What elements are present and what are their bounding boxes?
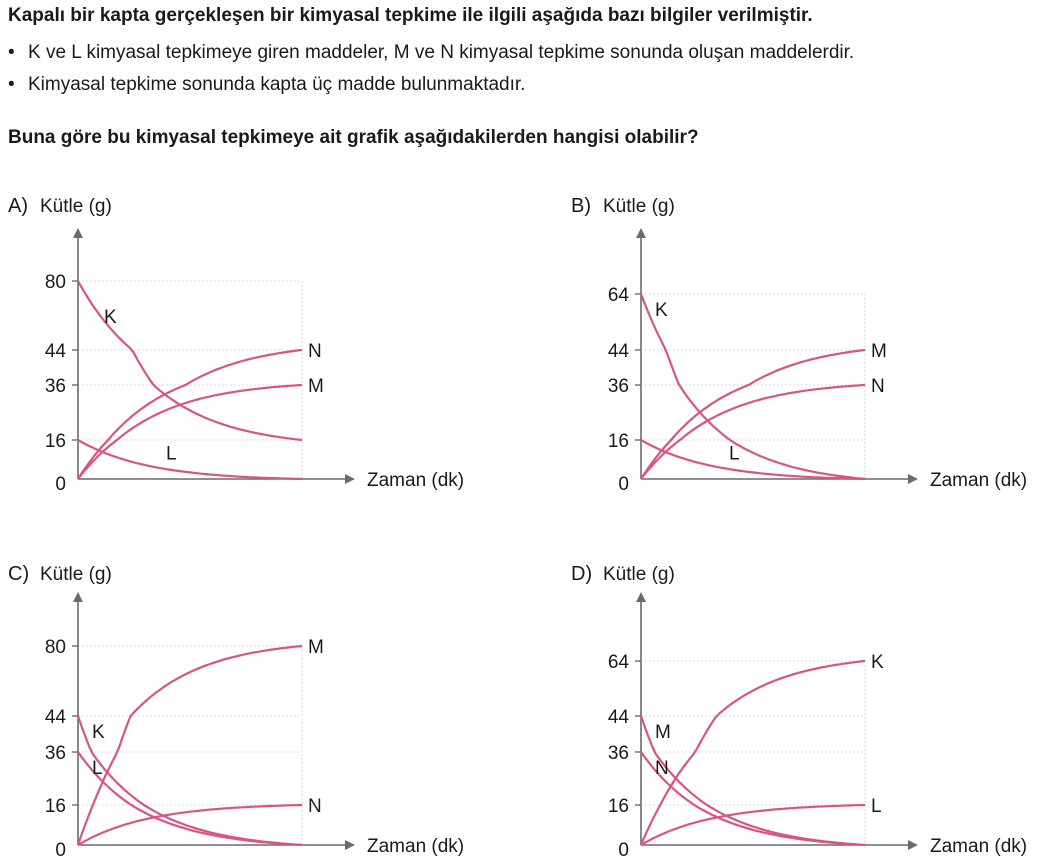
y-tick-label: 0 [618, 474, 629, 495]
option-label: A) [8, 195, 28, 217]
x-axis-label: Zaman (dk) [367, 470, 465, 491]
y-axis-label: Kütle (g) [40, 564, 112, 585]
series-line-M [78, 646, 302, 845]
series-label-M: M [308, 637, 324, 658]
chart-a [8, 195, 464, 495]
series-label-L: L [729, 443, 740, 465]
series-line-K [78, 716, 302, 845]
y-tick-label: 16 [607, 431, 629, 452]
y-tick-label: 0 [55, 840, 66, 861]
series-line-L [78, 440, 302, 479]
x-axis-label: Zaman (dk) [930, 836, 1028, 857]
series-line-N [641, 752, 865, 845]
series-label-M: M [871, 341, 887, 362]
y-tick-label: 16 [44, 431, 66, 452]
y-tick-label: 0 [55, 474, 66, 495]
series-line-L [641, 805, 865, 845]
y-tick-label: 80 [44, 272, 66, 293]
y-axis-label: Kütle (g) [603, 564, 675, 585]
series-label-L: L [166, 443, 177, 465]
series-line-L [641, 440, 865, 479]
x-axis-arrow-icon [908, 474, 918, 484]
question-prompt: Buna göre bu kimyasal tepkimeye ait grafik aşağıdakilerden hangisi olabilir? [8, 127, 699, 148]
y-tick-label: 44 [607, 341, 629, 362]
series-line-K [78, 281, 302, 440]
y-tick-label: 44 [607, 707, 629, 728]
series-label-M: M [655, 722, 671, 743]
y-tick-label: 64 [607, 285, 629, 306]
series-label-K: K [92, 722, 105, 743]
info-item-text: Kimyasal tepkime sonunda kapta üç madde bulunmaktadır. [28, 74, 526, 95]
x-axis-arrow-icon [908, 840, 918, 850]
y-tick-label: 36 [44, 743, 66, 764]
series-label-N: N [655, 758, 669, 779]
option-label: C) [8, 563, 30, 585]
option-label: B) [571, 195, 591, 217]
series-line-M [78, 385, 302, 479]
series-line-N [78, 350, 302, 479]
y-axis-arrow-icon [636, 228, 646, 238]
y-tick-label: 64 [607, 652, 629, 673]
series-label-N: N [308, 341, 322, 362]
y-tick-label: 44 [44, 707, 66, 728]
y-axis-label: Kütle (g) [40, 196, 112, 217]
option-label: D) [571, 563, 593, 585]
bullet-icon: • [8, 42, 15, 63]
chart-c [8, 563, 464, 861]
series-line-L [78, 752, 302, 845]
series-line-K [641, 661, 865, 845]
y-tick-label: 36 [607, 376, 629, 397]
y-axis-arrow-icon [73, 592, 83, 602]
chart-d [571, 563, 1027, 861]
question-title: Kapalı bir kapta gerçekleşen bir kimyasal tepkime ile ilgili aşağıda bazı bilgiler verilmiştir. [8, 5, 813, 26]
series-label-M: M [308, 376, 324, 397]
series-label-K: K [655, 300, 668, 321]
series-label-L: L [92, 758, 103, 779]
y-tick-label: 36 [607, 743, 629, 764]
y-tick-label: 16 [44, 796, 66, 817]
y-axis-arrow-icon [73, 228, 83, 238]
chart-b [571, 195, 1027, 495]
y-tick-label: 36 [44, 376, 66, 397]
y-tick-label: 44 [44, 341, 66, 362]
y-axis-label: Kütle (g) [603, 196, 675, 217]
y-tick-label: 16 [607, 796, 629, 817]
bullet-icon: • [8, 74, 15, 95]
series-label-K: K [104, 307, 117, 328]
y-axis-arrow-icon [636, 592, 646, 602]
x-axis-label: Zaman (dk) [367, 836, 465, 857]
series-label-L: L [871, 796, 882, 817]
x-axis-arrow-icon [345, 474, 355, 484]
info-item-text: K ve L kimyasal tepkimeye giren maddeler, M ve N kimyasal tepkime sonunda oluşan maddelerdir. [28, 42, 855, 63]
x-axis-arrow-icon [345, 840, 355, 850]
series-label-K: K [871, 652, 884, 673]
x-axis-label: Zaman (dk) [930, 470, 1028, 491]
y-tick-label: 80 [44, 637, 66, 658]
series-label-N: N [308, 796, 322, 817]
series-line-N [78, 805, 302, 845]
series-label-N: N [871, 376, 885, 397]
series-line-M [641, 350, 865, 479]
series-line-N [641, 385, 865, 479]
y-tick-label: 0 [618, 840, 629, 861]
